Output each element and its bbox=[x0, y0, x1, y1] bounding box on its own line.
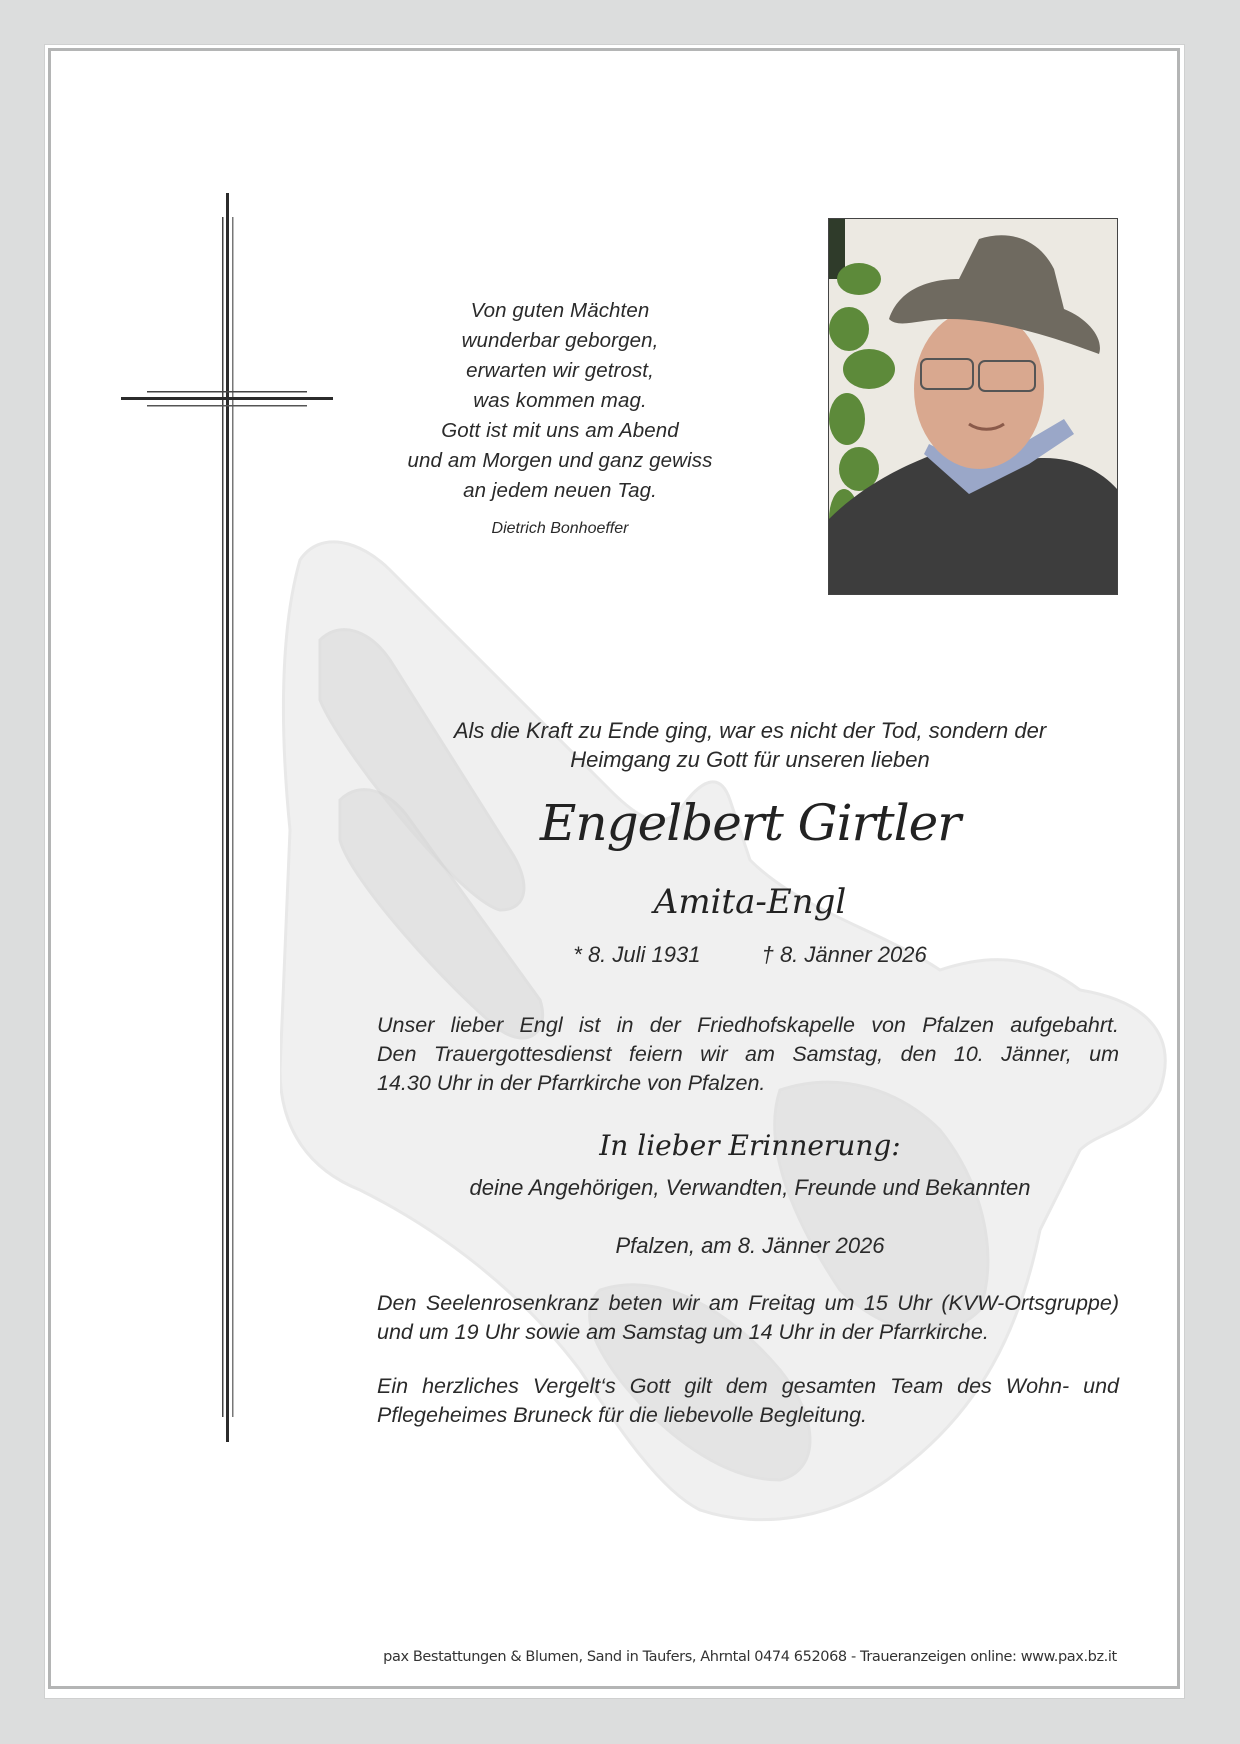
intro-line: Als die Kraft zu Ende ging, war es nicht der Tod, sondern der bbox=[453, 718, 1047, 743]
place-date: Pfalzen, am 8. Jänner 2026 bbox=[615, 1233, 885, 1258]
quote-line: was kommen mag. bbox=[473, 389, 647, 412]
intro-text bbox=[400, 716, 1100, 774]
birth-date: * 8. Juli 1931 bbox=[573, 942, 701, 967]
death-date: † 8. Jänner 2026 bbox=[761, 942, 927, 967]
bonhoeffer-quote bbox=[380, 296, 740, 506]
funeral-home-footer: pax Bestattungen & Blumen, Sand in Taufers, Ahrntal 0474 652068 - Traueranzeigen online: www.pax.bz.it bbox=[383, 1649, 1117, 1665]
paragraph-line: 14.30 Uhr in der Pfarrkirche von Pfalzen. bbox=[377, 1071, 766, 1095]
thanks-paragraph bbox=[377, 1372, 1119, 1430]
paragraph-line: Den Seelenrosenkranz beten wir am Freitag um 15 Uhr (KVW-Ortsgruppe) bbox=[377, 1291, 1119, 1315]
quote-line: und am Morgen und ganz gewiss bbox=[407, 449, 713, 472]
quote-author: Dietrich Bonhoeffer bbox=[491, 520, 629, 537]
family-signature: deine Angehörigen, Verwandten, Freunde und Bekannten bbox=[469, 1175, 1031, 1200]
portrait-photo-icon bbox=[829, 219, 1117, 594]
quote-line: erwarten wir getrost, bbox=[466, 359, 654, 382]
paragraph-line: Unser lieber Engl ist in der Friedhofskapelle von Pfalzen aufgebahrt. bbox=[377, 1013, 1119, 1037]
paragraph-line: und um 19 Uhr sowie am Samstag um 14 Uhr in der Pfarrkirche. bbox=[377, 1320, 989, 1344]
quote-line: Von guten Mächten bbox=[470, 299, 650, 322]
deceased-name: Engelbert Girtler bbox=[539, 794, 961, 852]
intro-line: Heimgang zu Gott für unseren lieben bbox=[570, 747, 930, 772]
life-dates bbox=[400, 940, 1100, 970]
rosary-paragraph bbox=[377, 1289, 1119, 1347]
deceased-nickname: Amita-Engl bbox=[653, 882, 847, 922]
paragraph-line: Ein herzliches Vergelt‘s Gott gilt dem gesamten Team des Wohn- und bbox=[377, 1374, 1119, 1398]
quote-line: Gott ist mit uns am Abend bbox=[441, 419, 679, 442]
paragraph-line: Den Trauergottesdienst feiern wir am Samstag, den 10. Jänner, um bbox=[377, 1042, 1119, 1066]
quote-line: wunderbar geborgen, bbox=[461, 329, 659, 352]
paragraph-line: Pflegeheimes Bruneck für die liebevolle Begleitung. bbox=[377, 1403, 868, 1427]
wake-paragraph bbox=[377, 1011, 1119, 1098]
memory-heading: In lieber Erinnerung: bbox=[599, 1129, 901, 1162]
portrait-photo bbox=[828, 218, 1118, 595]
quote-line: an jedem neuen Tag. bbox=[463, 479, 657, 502]
